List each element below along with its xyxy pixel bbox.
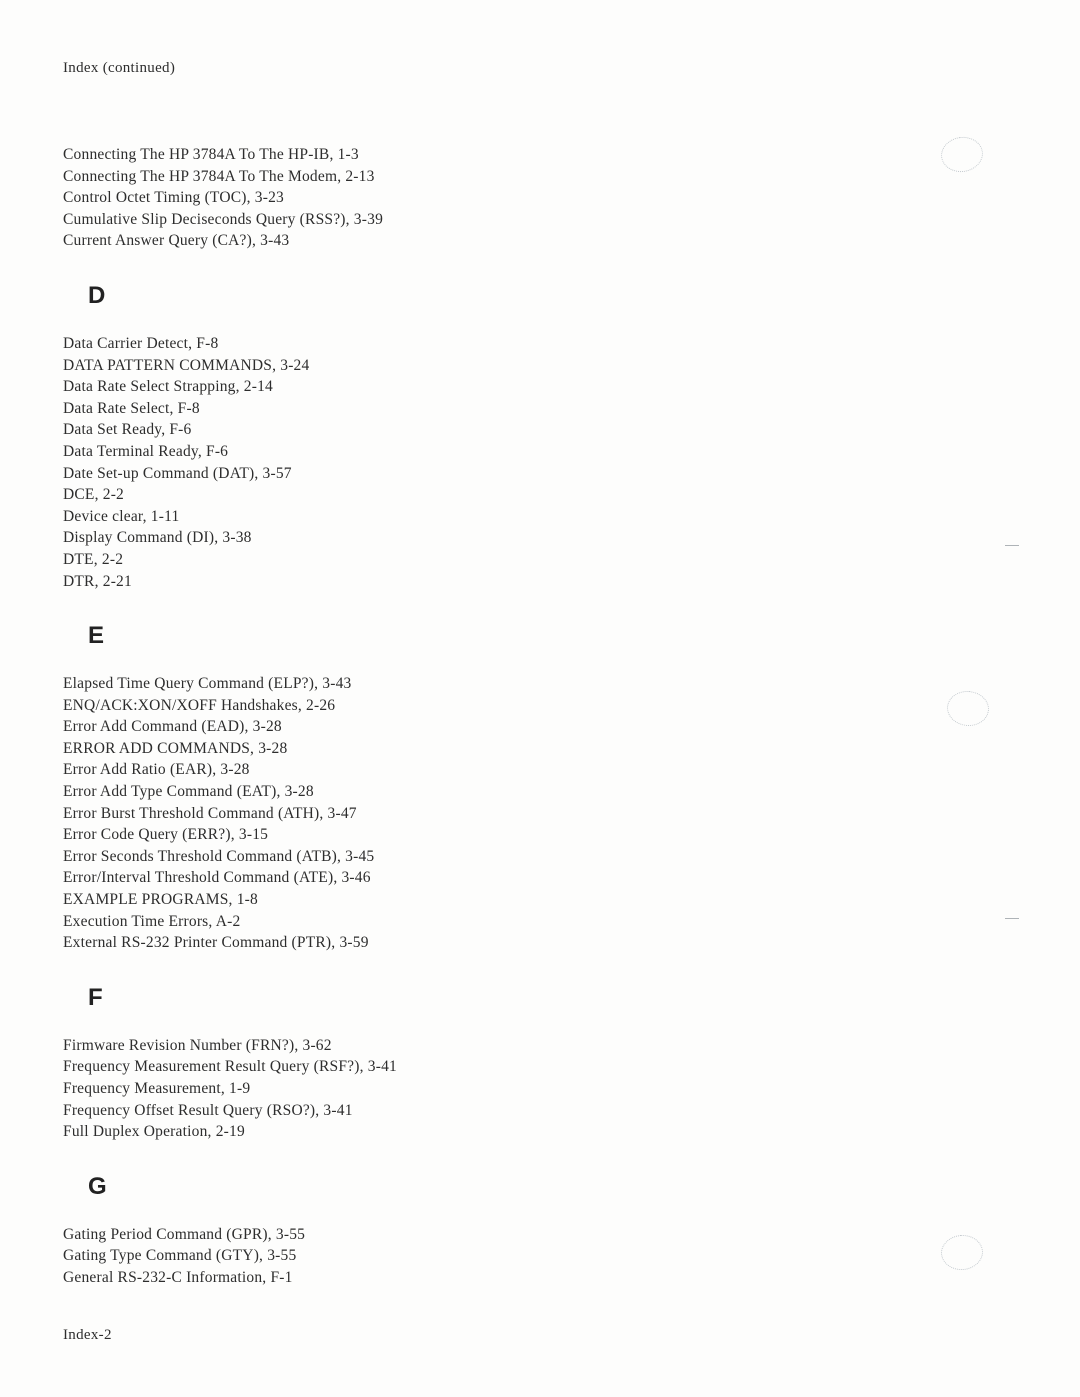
index-entry: ERROR ADD COMMANDS, 3-28 [63, 739, 288, 757]
index-entry: Frequency Offset Result Query (RSO?), 3-41 [63, 1101, 353, 1119]
index-entry: Frequency Measurement Result Query (RSF?), 3-41 [63, 1058, 397, 1076]
index-entry: Error Burst Threshold Command (ATH), 3-47 [63, 804, 357, 822]
index-entry: Data Carrier Detect, F-8 [63, 334, 219, 352]
index-entry: Device clear, 1-11 [63, 507, 180, 525]
page-header: Index (continued) [63, 60, 176, 76]
index-entry: Cumulative Slip Deciseconds Query (RSS?), 3-39 [63, 210, 384, 228]
index-entry: DTR, 2-21 [63, 572, 132, 590]
index-entry: Date Set-up Command (DAT), 3-57 [63, 464, 292, 482]
index-section-d [63, 282, 1080, 592]
index-section-c-continued [63, 144, 1080, 252]
index-entry: Error Code Query (ERR?), 3-15 [63, 826, 269, 844]
index-entry: Error Add Ratio (EAR), 3-28 [63, 761, 250, 779]
section-letter-g: G [88, 1172, 107, 1200]
index-entry: Control Octet Timing (TOC), 3-23 [63, 189, 284, 207]
index-entry: Execution Time Errors, A-2 [63, 912, 241, 930]
index-entry: Error Add Type Command (EAT), 3-28 [63, 783, 314, 801]
index-entry: Gating Type Command (GTY), 3-55 [63, 1247, 297, 1265]
index-entry: Current Answer Query (CA?), 3-43 [63, 232, 290, 250]
section-letter-f: F [88, 983, 103, 1011]
scan-artifact-dash [1005, 545, 1019, 546]
index-section-e [63, 622, 1080, 954]
index-entry: General RS-232-C Information, F-1 [63, 1268, 293, 1286]
index-entry: Frequency Measurement, 1-9 [63, 1080, 251, 1097]
index-entry: ENQ/ACK:XON/XOFF Handshakes, 2-26 [63, 696, 336, 714]
section-letter-e: E [88, 622, 105, 650]
index-entry: Elapsed Time Query Command (ELP?), 3-43 [63, 675, 352, 693]
index-entry: Data Rate Select, F-8 [63, 399, 200, 417]
index-entry: Full Duplex Operation, 2-19 [63, 1123, 245, 1141]
index-entry: Gating Period Command (GPR), 3-55 [63, 1225, 306, 1243]
scan-artifact-dash [1005, 918, 1019, 919]
index-entry: Firmware Revision Number (FRN?), 3-62 [63, 1036, 332, 1054]
index-entry: Data Set Ready, F-6 [63, 421, 192, 439]
index-entry: Data Rate Select Strapping, 2-14 [63, 378, 273, 396]
index-entry: EXAMPLE PROGRAMS, 1-8 [63, 891, 258, 909]
index-entry: DTE, 2-2 [63, 550, 124, 568]
index-entry: Connecting The HP 3784A To The Modem, 2-13 [63, 167, 375, 185]
index-section-g [63, 1173, 1080, 1289]
index-entry: Display Command (DI), 3-38 [63, 529, 252, 547]
index-section-f [63, 984, 1080, 1143]
index-entry: Error Seconds Threshold Command (ATB), 3-45 [63, 847, 375, 865]
section-letter-d: D [88, 281, 106, 309]
index-entry: Error/Interval Threshold Command (ATE), 3-46 [63, 869, 371, 887]
index-entry: Connecting The HP 3784A To The HP-IB, 1-3 [63, 146, 359, 163]
index-entry: DCE, 2-2 [63, 486, 125, 504]
index-entry: External RS-232 Printer Command (PTR), 3-59 [63, 934, 369, 952]
page-footer: Index-2 [63, 1326, 112, 1343]
index-entry: Data Terminal Ready, F-6 [63, 442, 229, 460]
index-entry: Error Add Command (EAD), 3-28 [63, 718, 282, 736]
index-entry: DATA PATTERN COMMANDS, 3-24 [63, 356, 310, 374]
